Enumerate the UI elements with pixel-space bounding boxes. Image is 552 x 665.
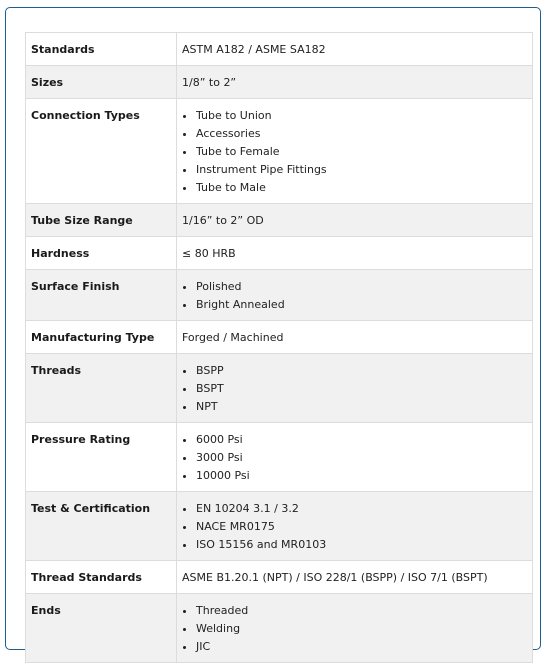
spec-value: ASME B1.20.1 (NPT) / ISO 228/1 (BSPP) / ISO 7/1 (BSPT) [177,561,533,594]
table-row [26,423,533,492]
specs-panel [5,7,541,653]
spec-label: Standards [26,33,177,66]
spec-value-list [177,594,533,663]
spec-label: Ends [26,594,177,663]
spec-value: ≤ 80 HRB [177,237,533,270]
spec-label: Tube Size Range [26,204,177,237]
value-list [182,107,527,197]
list-item: • 6000 Psi [196,431,527,449]
value-list [182,431,527,485]
table-row [26,270,533,321]
value-list [182,362,527,416]
spec-value: Forged / Machined [177,321,533,354]
list-item: • 3000 Psi [196,449,527,467]
list-item: • Bright Annealed [196,296,527,314]
spec-label: Threads [26,354,177,423]
spec-label: Thread Standards [26,561,177,594]
list-item: • BSPP [196,362,527,380]
list-item: • ISO 15156 and MR0103 [196,536,527,554]
table-row [26,492,533,561]
list-item: • Welding [196,620,527,638]
list-item: • NPT [196,398,527,416]
spec-value-list [177,492,533,561]
spec-value-list [177,354,533,423]
spec-value: 1/8” to 2” [177,66,533,99]
list-item: • BSPT [196,380,527,398]
spec-value-list [177,423,533,492]
list-item: • Tube to Female [196,143,527,161]
list-item: • Polished [196,278,527,296]
spec-value: ASTM A182 / ASME SA182 [177,33,533,66]
list-item: • Accessories [196,125,527,143]
list-item: • NACE MR0175 [196,518,527,536]
spec-label: Surface Finish [26,270,177,321]
table-row [26,561,533,594]
spec-label: Sizes [26,66,177,99]
value-list [182,278,527,314]
value-list [182,500,527,554]
list-item: • JIC [196,638,527,656]
list-item: • EN 10204 3.1 / 3.2 [196,500,527,518]
list-item: • Tube to Union [196,107,527,125]
list-item: • 10000 Psi [196,467,527,485]
table-row [26,594,533,663]
table-row [26,99,533,204]
spec-value-list [177,99,533,204]
value-list [182,602,527,656]
spec-label: Connection Types [26,99,177,204]
list-item: • Threaded [196,602,527,620]
spec-label: Manufacturing Type [26,321,177,354]
table-row [26,204,533,237]
spec-value-list [177,270,533,321]
table-row [26,354,533,423]
table-row [26,66,533,99]
spec-label: Pressure Rating [26,423,177,492]
table-row [26,237,533,270]
list-item: • Instrument Pipe Fittings [196,161,527,179]
spec-label: Hardness [26,237,177,270]
specs-table [25,32,533,663]
list-item: • Tube to Male [196,179,527,197]
table-row [26,33,533,66]
spec-value: 1/16” to 2” OD [177,204,533,237]
table-row [26,321,533,354]
spec-label: Test & Certification [26,492,177,561]
